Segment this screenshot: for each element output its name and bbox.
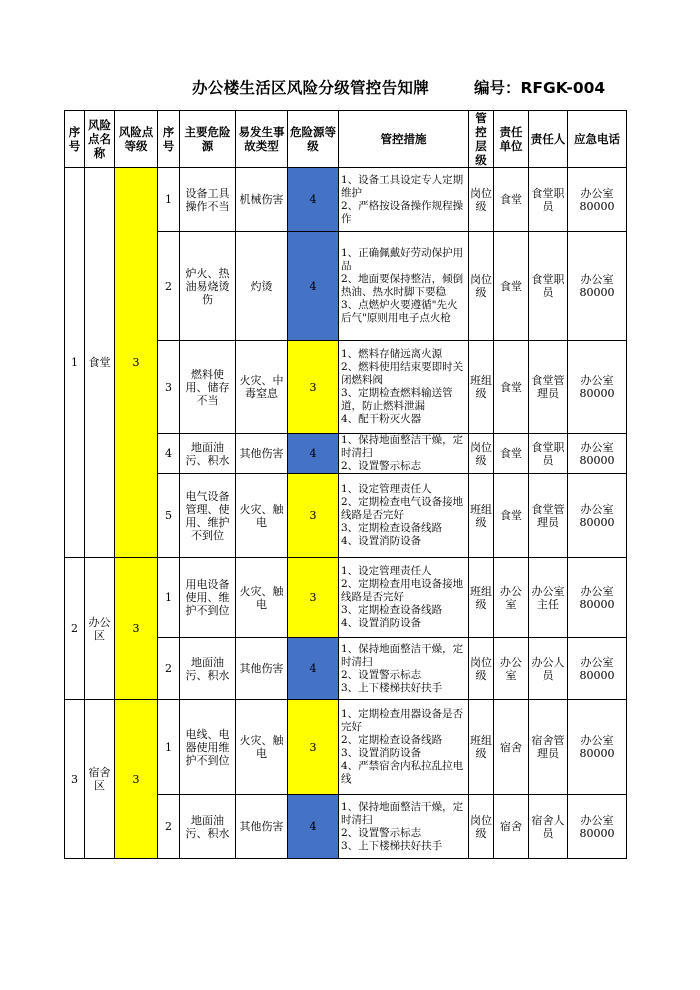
responsible-person: 办公人员 <box>529 638 568 700</box>
measure-item: 4、设置消防设备 <box>341 617 422 629</box>
control-tier: 班组级 <box>469 558 494 638</box>
measure-item: 4、设置消防设备 <box>341 535 422 547</box>
col-header: 责任单位 <box>494 111 529 168</box>
document-code: 编号：RFGK-004 <box>474 79 606 97</box>
risk-point-level: 3 <box>115 700 158 859</box>
hazard-number: 2 <box>158 232 180 341</box>
col-header: 易发生事故类型 <box>236 111 288 168</box>
hazard-level: 4 <box>288 795 339 859</box>
col-header: 责任人 <box>529 111 568 168</box>
control-tier: 岗位级 <box>469 232 494 341</box>
control-tier: 岗位级 <box>469 434 494 474</box>
header-row <box>65 111 627 168</box>
control-measures <box>339 474 469 558</box>
responsible-unit: 办公室 <box>494 558 529 638</box>
risk-point-level: 3 <box>115 168 158 558</box>
col-header: 序号 <box>65 111 85 168</box>
risk-point-number: 1 <box>65 168 85 558</box>
hazard-level: 4 <box>288 638 339 700</box>
col-header: 序号 <box>158 111 180 168</box>
control-measures <box>339 168 469 232</box>
emergency-phone: 办公室80000 <box>568 474 627 558</box>
control-tier: 岗位级 <box>469 795 494 859</box>
col-header: 主要危险源 <box>180 111 236 168</box>
measure-item: 2、设置警示标志 <box>341 460 422 472</box>
responsible-person: 宿舍管理员 <box>529 700 568 795</box>
measure-item: 1、设定管理责任人 <box>341 565 432 577</box>
table-row <box>65 168 627 232</box>
measure-item: 3、设置消防设备 <box>341 747 422 759</box>
col-header: 风险点等级 <box>115 111 158 168</box>
control-measures <box>339 434 469 474</box>
control-tier: 岗位级 <box>469 638 494 700</box>
measure-item: 2、设置警示标志 <box>341 826 422 839</box>
hazard-number: 3 <box>158 341 180 434</box>
responsible-unit: 食堂 <box>494 474 529 558</box>
measure-item: 3、定期检查设备线路 <box>341 522 443 534</box>
responsible-unit: 食堂 <box>494 434 529 474</box>
responsible-unit: 宿舍 <box>494 700 529 795</box>
hazard-source: 电气设备管理、使用、维护不到位 <box>180 474 236 558</box>
hazard-level: 3 <box>288 474 339 558</box>
risk-point-name: 宿舍区 <box>85 700 115 859</box>
hazard-level: 3 <box>288 341 339 434</box>
responsible-person: 食堂职员 <box>529 232 568 341</box>
col-header: 管控措施 <box>339 111 469 168</box>
responsible-unit: 宿舍 <box>494 795 529 859</box>
table-row <box>65 558 627 638</box>
hazard-number: 5 <box>158 474 180 558</box>
hazard-level: 3 <box>288 700 339 795</box>
measure-item: 3、定期检查设备线路 <box>341 604 443 616</box>
responsible-person: 食堂管理员 <box>529 474 568 558</box>
control-measures <box>339 700 469 795</box>
accident-type: 机械伤害 <box>236 168 288 232</box>
measure-item: 4、严禁宿舍内私拉乱拉电线 <box>341 760 464 785</box>
hazard-source: 电线、电器使用维护不到位 <box>180 700 236 795</box>
measure-item: 1、保持地面整洁干燥，定时清扫 <box>341 642 464 668</box>
hazard-level: 3 <box>288 558 339 638</box>
accident-type: 火灾、触电 <box>236 558 288 638</box>
measure-item: 1、设备工具设定专人定期维护 <box>341 173 464 199</box>
responsible-person: 食堂管理员 <box>529 341 568 434</box>
emergency-phone: 办公室80000 <box>568 795 627 859</box>
hazard-number: 1 <box>158 168 180 232</box>
measure-item: 1、保持地面整洁干燥，定时清扫 <box>341 434 464 459</box>
responsible-person: 宿舍人员 <box>529 795 568 859</box>
measure-item: 1、保持地面整洁干燥，定时清扫 <box>341 800 464 826</box>
responsible-unit: 食堂 <box>494 341 529 434</box>
accident-type: 火灾、触电 <box>236 474 288 558</box>
hazard-source: 燃料使用、储存不当 <box>180 341 236 434</box>
table-row <box>65 700 627 795</box>
hazard-level: 4 <box>288 168 339 232</box>
hazard-source: 炉火、热油易烧烫伤 <box>180 232 236 341</box>
measure-item: 3、点燃炉火要遵循"先火后气"原则用电子点火枪 <box>341 299 458 324</box>
hazard-number: 1 <box>158 700 180 795</box>
accident-type: 其他伤害 <box>236 795 288 859</box>
hazard-source: 用电设备使用、维护不到位 <box>180 558 236 638</box>
measure-item: 2、燃料使用结束要即时关闭燃料阀 <box>341 361 464 386</box>
control-measures <box>339 232 469 341</box>
measure-item: 3、定期检查燃料输送管道，防止燃料泄漏 <box>341 387 453 412</box>
col-header: 风险点名称 <box>85 111 115 168</box>
measure-item: 3、上下楼梯扶好扶手 <box>341 839 443 852</box>
measure-item: 1、设定管理责任人 <box>341 483 432 495</box>
control-measures <box>339 795 469 859</box>
risk-table <box>64 110 627 859</box>
emergency-phone: 办公室80000 <box>568 558 627 638</box>
title-row <box>0 76 700 100</box>
measure-item: 2、设置警示标志 <box>341 668 422 681</box>
hazard-source: 地面油污、积水 <box>180 795 236 859</box>
hazard-source: 地面油污、积水 <box>180 434 236 474</box>
hazard-number: 4 <box>158 434 180 474</box>
emergency-phone: 办公室80000 <box>568 638 627 700</box>
control-tier: 班组级 <box>469 700 494 795</box>
measure-item: 4、配干粉灭火器 <box>341 413 422 425</box>
responsible-person: 食堂职员 <box>529 434 568 474</box>
control-measures <box>339 638 469 700</box>
emergency-phone: 办公室80000 <box>568 341 627 434</box>
measure-item: 1、正确佩戴好劳动保护用品 <box>341 247 464 272</box>
hazard-source: 设备工具操作不当 <box>180 168 236 232</box>
control-tier: 班组级 <box>469 474 494 558</box>
measure-item: 3、上下楼梯扶好扶手 <box>341 681 443 694</box>
hazard-level: 4 <box>288 232 339 341</box>
measure-item: 1、定期检查用器设备是否完好 <box>341 708 464 733</box>
risk-point-level: 3 <box>115 558 158 700</box>
emergency-phone: 办公室80000 <box>568 168 627 232</box>
accident-type: 灼烫 <box>236 232 288 341</box>
control-measures <box>339 341 469 434</box>
hazard-number: 2 <box>158 795 180 859</box>
responsible-person: 办公室主任 <box>529 558 568 638</box>
page-title: 办公楼生活区风险分级管控告知牌 <box>192 79 430 97</box>
measure-item: 2、定期检查用电设备接地线路是否完好 <box>341 578 464 603</box>
hazard-number: 2 <box>158 638 180 700</box>
hazard-level: 4 <box>288 434 339 474</box>
risk-point-number: 3 <box>65 700 85 859</box>
control-tier: 班组级 <box>469 341 494 434</box>
measure-item: 1、燃料存储远离火源 <box>341 348 443 360</box>
col-header: 管控层级 <box>469 111 494 168</box>
measure-item: 2、地面要保持整洁，倾倒热油、热水时脚下要稳 <box>341 273 464 298</box>
responsible-unit: 办公室 <box>494 638 529 700</box>
accident-type: 火灾、触电 <box>236 700 288 795</box>
risk-point-number: 2 <box>65 558 85 700</box>
control-measures <box>339 558 469 638</box>
measure-item: 2、严格按设备操作规程操作 <box>341 199 464 225</box>
risk-point-name: 食堂 <box>85 168 115 558</box>
measure-item: 2、定期检查电气设备接地线路是否完好 <box>341 496 464 521</box>
control-tier: 岗位级 <box>469 168 494 232</box>
emergency-phone: 办公室80000 <box>568 434 627 474</box>
accident-type: 其他伤害 <box>236 638 288 700</box>
responsible-unit: 食堂 <box>494 168 529 232</box>
col-header: 危险源等级 <box>288 111 339 168</box>
hazard-source: 地面油污、积水 <box>180 638 236 700</box>
responsible-unit: 食堂 <box>494 232 529 341</box>
table-body <box>65 168 627 859</box>
emergency-phone: 办公室80000 <box>568 700 627 795</box>
responsible-person: 食堂职员 <box>529 168 568 232</box>
accident-type: 火灾、中毒窒息 <box>236 341 288 434</box>
risk-point-name: 办公区 <box>85 558 115 700</box>
emergency-phone: 办公室80000 <box>568 232 627 341</box>
measure-item: 2、定期检查设备线路 <box>341 734 443 746</box>
col-header: 应急电话 <box>568 111 627 168</box>
accident-type: 其他伤害 <box>236 434 288 474</box>
hazard-number: 1 <box>158 558 180 638</box>
